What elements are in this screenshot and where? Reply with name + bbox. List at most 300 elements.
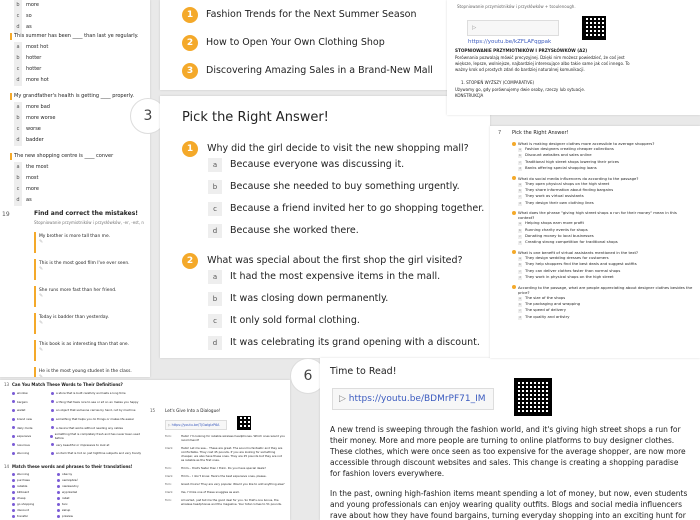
mistake-text: Today is badder than yesterday. [39,315,109,320]
section-13-title: Can You Match These Words to Their Definitions? [12,382,123,387]
pencil-icon: ✎ [39,293,44,299]
option-row[interactable] [208,202,484,224]
question-text [512,285,694,295]
matching-def: a thing that feels nice to see or sit on an makes you happy [56,399,139,404]
mistakes-list [34,232,146,377]
matching-dot [51,392,54,395]
option-letter: d [14,195,22,206]
mistake-item[interactable] [34,232,146,253]
matching-word: window [17,391,28,396]
option-letter: c [14,64,22,75]
option-text: They work in physical shops on the high street [525,274,614,280]
option-text: Running charity events for shops [525,226,588,232]
matching-word: expensive [16,434,32,439]
matching-dot [50,435,53,438]
option-row[interactable] [512,165,694,171]
section-7-questions [512,141,694,324]
option-letter: d [519,315,521,319]
matching-dot [12,473,15,476]
option-row[interactable] [512,239,694,245]
matching-word: stunning [17,472,30,476]
matching-word: daily mode [17,425,33,430]
dialogue-speaker: Clerk: [165,490,174,494]
mistake-item[interactable] [34,340,146,361]
matching-dot [12,443,15,446]
dialogue-text: Great choice! They are very popular. Would you like to add anything else? [181,482,285,486]
option-text: so [26,13,32,19]
matching-def: a device that works without needing any cables [56,425,123,430]
option-text: more worse [26,115,56,121]
option-text: hotter [26,55,42,61]
question-1-options [208,158,484,246]
matching-word: stunning [17,451,30,456]
section-7-title: Pick the Right Answer! [512,130,569,136]
option-letter: b [519,302,521,306]
option-text: They can deliver clothes faster than normal shops [525,267,621,273]
topic-number: 2 [182,35,198,51]
option-text: as [26,24,32,30]
option-text: the most [26,164,49,170]
matching-translation: tani [62,502,68,506]
option-text: most hot [26,44,49,50]
option-text: hotter [26,66,42,72]
mistake-text: He is the most young student in the class. [39,369,132,374]
dialogue-line [165,474,285,478]
option-text: They design their own clothing lines [525,199,594,205]
matching-row[interactable] [12,398,147,407]
dialogue-speaker: Tom: [165,434,172,438]
section-14-number: 14 [4,464,10,469]
option-row[interactable] [14,113,145,124]
right-mid-page [490,126,700,358]
dialogue-text: Yes, I'd like one of these snuggles as well. [181,490,240,494]
question-grandfather [10,93,145,146]
option-text: Because she worked there. [230,225,359,236]
matching-dot [12,515,15,518]
option-row[interactable] [512,274,694,280]
play-icon: ▷ [472,25,477,31]
option-text: It only sold formal clothing. [230,315,360,326]
matching-word: transfer [17,514,29,518]
topic-item [182,2,417,23]
question [512,250,694,281]
option-row[interactable] [208,158,484,180]
option-row[interactable] [14,162,145,173]
matching-dot [12,485,15,488]
grammar-link[interactable] [467,20,559,45]
mistake-item[interactable] [34,259,146,280]
option-letter: c [208,314,222,328]
option-text: Traditional high street shops lowering their prices [525,158,620,164]
matching-dot [12,491,15,494]
option-text: Helping shops earn more profit [525,220,584,226]
matching-dot [12,409,15,412]
matching-dot [57,479,60,482]
grammar-list-item: 1. STOPIEŃ WYŻSZY (COMPARATIVE) [461,80,535,85]
option-text: as [26,197,32,203]
matching-word: go shopping [17,502,35,506]
question-dot [512,142,516,146]
option-letter: b [14,0,22,11]
option-letter: a [208,158,222,172]
matching-word: luxurious [17,442,30,447]
option-letter: d [519,276,521,280]
matching-dot [57,503,60,506]
grammar-text-2: Używamy go, gdy porównujemy dwie osoby, rzeczy lub sytuacje. [455,87,586,92]
option-row[interactable] [14,135,145,146]
option-row[interactable] [14,0,39,11]
question-text: My grandfather's health is getting ____ properly. [10,93,145,100]
option-letter: d [208,336,222,350]
option-text: They share information about finding bargains [525,187,614,193]
dialogue-speaker: Tom: [165,466,172,470]
qr-code [237,416,251,430]
matching-row[interactable] [12,389,147,398]
option-row[interactable] [14,184,145,195]
option-text: badder [26,137,44,143]
dialogue-speaker: Clerk: [165,474,174,478]
option-text: Because everyone was discussing it. [230,159,405,170]
top-options [14,0,39,33]
option-row[interactable] [512,200,694,206]
matching-word: brand new [17,417,32,422]
matching-dot [51,400,54,403]
center-top-list [160,0,450,90]
pencil-icon: ✎ [39,239,44,245]
option-letter: d [14,22,22,33]
dialogue-link-text: https://youtu.be/TjGwIgIzP6A [171,423,220,427]
option-text: worse [26,126,41,132]
question-2-options [208,270,480,358]
option-row[interactable] [208,336,480,358]
dialogue-link[interactable] [165,420,227,430]
option-row[interactable] [208,314,480,336]
matching-def: something that helps you do things or makes life easier [56,417,135,422]
section-3-number: 3 [130,98,166,134]
matching-row[interactable] [12,449,147,458]
question-summer [10,33,145,86]
right-top-subtitle: Stopniowanie przymiotników i przysłówków + tsoulenough. [457,4,576,9]
option-row[interactable] [14,173,145,184]
option-text: They work as virtual assistants [525,193,584,199]
option-row[interactable] [14,22,39,33]
option-letter: c [519,309,521,313]
section-6-number: 6 [290,358,326,394]
option-letter: b [14,113,22,124]
dialogue-line [165,490,285,494]
option-row[interactable] [14,11,39,22]
option-letter: d [519,241,521,245]
matching-dot [12,497,15,500]
matching-translation: przelew [62,514,73,518]
question-2-number: 2 [182,253,198,269]
mistake-text: My brother is more tall than me. [39,234,111,239]
option-row[interactable] [14,75,145,86]
dialogue-line [165,498,285,506]
matching-dot [51,409,54,412]
option-text: Fashion designers creating cheaper collections [525,146,614,151]
matching-dot [12,452,15,455]
option-letter: a [14,162,22,173]
options [10,42,145,86]
option-letter: c [14,124,22,135]
matching-dot [57,497,60,500]
dialogue-text: Hmm... I don't know. Here's the best expensive ones, please. [181,474,267,478]
matching-dot [12,392,15,395]
topic-number: 3 [182,63,198,79]
option-text: Creating strong competition for traditional shops [525,239,618,245]
matching-dot [12,418,15,421]
grammar-text-1: Porównania pozwalają mówić precyzyjnej. Dzięki nim możesz powiedzieć, że coś jest większe, lepsze, wolniejsze, najbardziej interesujące albo takie same jak coś innego. To ważny krok od prostych zdań do bardziej naturalnej komunikacji. [455,55,630,72]
reading-link[interactable] [332,388,494,410]
matching-translation: obecny [62,472,73,476]
question-label: What is one benefit of virtual assistants mentioned in the text? [518,249,638,255]
pencil-icon: ✎ [39,347,44,353]
matching-def: a store that is built carefully and lasts a long time [56,391,126,396]
option-letter: b [519,228,521,232]
matching-dot [57,473,60,476]
matching-dot [12,479,15,482]
section-7-number: 7 [498,130,502,136]
question [512,210,694,246]
option-row[interactable] [14,195,145,206]
question-1 [182,136,469,157]
option-letter: c [519,235,521,239]
option-text: The speed of delivery [525,307,567,313]
matching-word: purchase [17,478,30,482]
option-text: Banks offering special shopping loans [525,165,597,171]
dialogue [165,434,285,510]
section-15-number: 15 [150,408,156,413]
option-text: It was closing down permanently. [230,293,389,304]
matching-dot [12,426,15,429]
dialogue-text: Hello! Let me see... These are great. The sound is fantastic and they are comfortable. They cost 45 pounds. If you are looking for something cheaper, we also have these ones. They are 25 pounds but they are not as reliable as the first ones. [181,446,283,462]
section-3-title: Pick the Right Answer! [182,110,329,125]
matching-def: something that is completely fresh and has never been used before [54,432,140,441]
option-row[interactable] [208,270,480,292]
option-letter: a [14,102,22,113]
option-letter: c [14,184,22,195]
option-letter: d [519,201,521,205]
matching-translation: wyprzedaż [62,490,78,494]
play-icon: ▷ [168,423,171,427]
option-row[interactable] [14,102,145,113]
option-text: They help shoppers find the best deals and suggest outfits [525,261,637,267]
reading-link-text: https://youtu.be/BDMrPF71_IM [348,394,486,404]
dialogue-speaker: Tom: [165,482,172,486]
qr-code [514,378,552,416]
grammar-heading: STOPNIOWANIE PRZYMIOTNIKÓW I PRZYSŁÓWKÓW (A2) [455,48,588,53]
matching-def: very beautiful or impressive to look at [56,442,110,447]
section-14-title: Match these words and phrases to their translations! [12,464,133,469]
question-dot [512,176,516,180]
matching-dot [12,503,15,506]
section-14-matching [12,471,147,519]
question-label: According to the passage, what are people appreciating about designer clothes besides the price? [518,284,693,295]
option-text: more [26,2,39,8]
option-text: more bad [26,104,50,110]
option-row[interactable] [14,53,145,64]
option-letter: d [14,135,22,146]
option-text: The size of the shops [525,294,566,300]
section-19-title: Find and correct the mistakes! [34,210,138,217]
mistake-item[interactable] [34,286,146,307]
question-shopping-centre [10,153,145,206]
question-2-text: What was special about the first shop the girl visited? [207,255,463,266]
dialogue-speaker: Tom: [165,498,172,502]
dialogue-line [165,466,285,470]
grammar-link-text: https://youtu.be/kZFLAFqgpak [468,39,552,45]
option-row[interactable] [208,224,484,246]
matching-def: an object that someone carries by hand, not by machine [56,408,136,413]
option-text: The quality and artistry [525,313,570,319]
dialogue-line [165,434,285,442]
topic-item [182,58,433,79]
option-letter: c [519,195,521,199]
option-text: They open physical shops on the high street [525,180,610,186]
matching-row[interactable] [12,415,147,424]
option-text: They design wedding dresses for customers [525,254,609,260]
topic-text: How to Open Your Own Clothing Shop [206,37,385,48]
option-letter: b [519,189,521,193]
section-15-title: Let's Give Into a Dialogue! [165,408,221,413]
left-worksheet-page [0,0,150,377]
mistake-item[interactable] [34,367,146,377]
options [10,102,145,146]
option-letter: a [519,148,521,151]
option-text: Because a friend invited her to go shopping together. [230,203,485,214]
section-19-number: 19 [2,211,10,218]
matching-def: an item that is hot on just hightline subjects and very trendy [56,451,142,456]
option-letter: a [208,270,222,284]
dialogue-text: Hmm... that's faster than I think. Do you have special deals? [181,466,266,470]
mistake-item[interactable] [34,313,146,334]
matching-dot [57,515,60,518]
matching-word: cheap [17,496,26,500]
question-dot [512,211,516,215]
right-top-page [447,0,700,115]
question-text: This summer has been ____ than last ye regularly. [10,33,145,40]
matching-word: bargain [17,399,28,404]
matching-row[interactable] [12,423,147,432]
matching-dot [51,418,54,421]
topic-item [182,30,385,51]
matching-row[interactable] [12,441,147,450]
topic-number: 1 [182,7,198,23]
question-label: What do social media influencers do according to the passage? [518,175,639,181]
mistake-text: This book is as interesting than that one. [39,342,130,347]
question-dot [512,250,516,254]
matching-dot [12,509,15,512]
option-text: It had the most expensive items in the mall. [230,271,441,282]
option-row[interactable] [14,42,145,53]
option-row[interactable] [512,314,694,320]
matching-translation: rabat [62,496,70,500]
matching-dot [12,435,15,438]
option-letter: a [519,296,521,300]
dialogue-text: All sorted, just tell me the good deal for you. So that's one bonus, the wireless headphones and the magazine. Your total comes to 51 pounds. [181,498,282,506]
option-letter: d [14,75,22,86]
matching-row[interactable] [12,432,147,441]
matching-dot [51,426,54,429]
dialogue-speaker: Clerk: [165,446,174,450]
option-text: more hot [26,77,49,83]
matching-dot [57,491,60,494]
topic-text: Discovering Amazing Sales in a Brand-New Mall [206,65,433,76]
matching-word: billboard [17,490,30,494]
dialogue-text: Hello! I'm looking for reliable wireless headphones. Which ones would you recommend? [181,434,285,442]
matching-row[interactable] [12,406,147,415]
matching-dot [57,485,60,488]
section-3-page [160,96,490,358]
option-letter: a [519,256,521,260]
question-label: What does the phrase "giving high street shops a run for their money" mean in this context? [518,210,677,221]
matching-word: wallet [17,408,26,413]
question [512,285,694,321]
option-letter: c [519,160,521,164]
pencil-icon: ✎ [39,266,44,272]
matching-word: reliable [17,484,28,488]
option-row[interactable] [208,292,480,314]
question-1-text: Why did the girl decide to visit the new shopping mall? [207,143,469,154]
matching-dot [12,400,15,403]
matching-dot [51,443,54,446]
option-letter: c [208,202,222,216]
qr-code [582,16,606,40]
option-letter: a [519,222,521,226]
play-icon: ▷ [339,394,346,404]
pencil-icon: ✎ [39,374,44,377]
option-letter: b [208,292,222,306]
reading-paragraph-2: In the past, owning high-fashion items meant spending a lot of money, but now, even students and young professionals can enjoy wearing quality outfits. Blogs and social media influencers rave about how they have found bargains, turning everyday shopping into an exciting hunt for [330,489,688,520]
matching-row[interactable] [12,513,147,519]
mistake-text: This is the most good film I've ever seen. [39,261,130,266]
option-letter: c [519,269,521,273]
option-text: more [26,186,39,192]
option-row[interactable] [14,124,145,135]
matching-translation: oszczędzać [62,478,78,482]
option-row[interactable] [14,64,145,75]
matching-translation: niezawodny [62,484,79,488]
question-text [512,210,694,220]
grammar-konstrukcja: KONSTRUKCJA [455,93,484,98]
option-text: most [26,175,39,181]
section-13-number: 13 [4,382,10,387]
option-text: The packaging and wrapping [525,300,581,306]
option-letter: b [208,180,222,194]
bottom-left-page [0,380,290,520]
option-letter: d [208,224,222,238]
option-letter: b [14,173,22,184]
dialogue-line [165,482,285,486]
section-19-subtitle: Stopniowanie przymiotników i przysłówków, -er, -est, n [34,220,144,225]
matching-dot [51,452,54,455]
option-text: It was celebrating its grand opening with a discount. [230,337,480,348]
question-1-number: 1 [182,141,198,157]
mistake-text: She runs more fast than her friend. [39,288,117,293]
option-letter: a [519,182,521,186]
matching-translation: zakup [62,508,71,512]
option-text: Donating money to local businesses [525,233,594,239]
option-letter: b [519,154,521,158]
option-row[interactable] [208,180,484,202]
question-label: What is making designer clothes more accessible to average shoppers? [518,141,655,146]
option-text: Because she needed to buy something urgently. [230,181,460,192]
option-letter: b [14,53,22,64]
matching-word: discount [17,508,29,512]
option-letter: d [519,167,521,171]
section-13-matching [12,389,147,458]
